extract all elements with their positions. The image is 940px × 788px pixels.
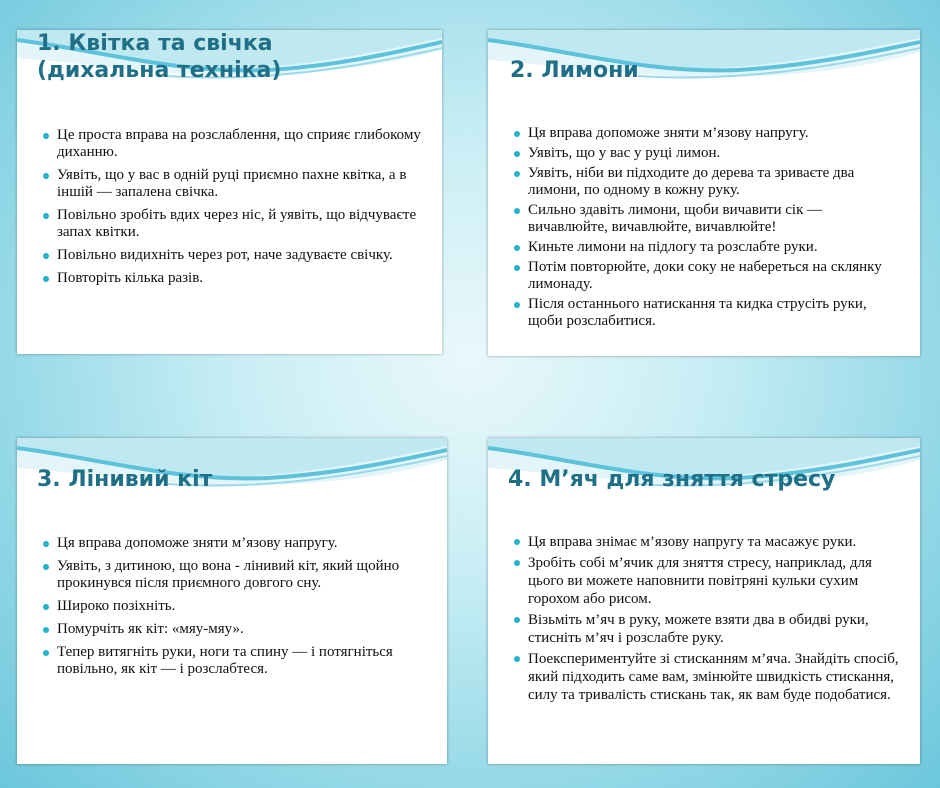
list-item: Уявіть, з дитиною, що вона - лінивий кіт, який щойно прокинувся після приємного довгого сну. <box>41 558 421 592</box>
list-item: Ця вправа допоможе зняти м’язову напругу. <box>41 535 421 552</box>
slide-4 <box>488 438 920 764</box>
list-item: Зробіть собі м’ячик для зняття стресу, наприклад, для цього ви можете наповнити повітряні кульки сухим горохом або рисом. <box>512 554 902 608</box>
slide-3 <box>17 438 447 764</box>
list-item: Уявіть, що у вас у руці лимон. <box>512 145 902 162</box>
list-item: Візьміть м’яч в руку, можете взяти два в обидві руки, стисніть м’яч і розслабте руку. <box>512 611 902 647</box>
list-item: Це проста вправа на розслаблення, що сприяє глибокому диханню. <box>41 127 421 161</box>
slide-title: 3. Лінивий кіт <box>37 467 213 492</box>
list-item: Помурчіть як кіт: «мяу-мяу». <box>41 621 421 638</box>
slide-title: 4. М’яч для зняття стресу <box>508 467 836 492</box>
list-item: Сильно здавіть лимони, щоби вичавити сік — вичавлюйте, вичавлюйте, вичавлюйте! <box>512 202 902 236</box>
list-item: Після останнього натискання та кидка струсіть руки, щоби розслабитися. <box>512 296 902 330</box>
list-item: Поекспериментуйте зі стисканням м’яча. Знайдіть спосіб, який підходить саме вам, змінюйте швидкість стискання, силу та тривалість стискань так, як вам буде подобатися. <box>512 650 902 704</box>
title-line-2: (дихальна техніка) <box>37 58 282 83</box>
list-item: Киньте лимони на підлогу та розслабте руки. <box>512 239 902 256</box>
slide-1 <box>17 30 442 354</box>
list-item: Широко позіхніть. <box>41 598 421 615</box>
bullet-list <box>512 533 902 707</box>
list-item: Повільно видихніть через рот, наче задуваєте свічку. <box>41 247 421 264</box>
list-item: Потім повторюйте, доки соку не набереться на склянку лимонаду. <box>512 259 902 293</box>
list-item: Повторіть кілька разів. <box>41 270 421 287</box>
slide-title: 2. Лимони <box>510 58 639 83</box>
list-item: Уявіть, що у вас в одній руці приємно пахне квітка, а в іншій — запалена свічка. <box>41 167 421 201</box>
bullet-list <box>41 535 421 684</box>
list-item: Тепер витягніть руки, ноги та спину — і потягніться повільно, як кіт — і розслабтеся. <box>41 644 421 678</box>
list-item: Повільно зробіть вдих через ніс, й уявіть, що відчуваєте запах квітки. <box>41 207 421 241</box>
list-item: Ця вправа допоможе зняти м’язову напругу. <box>512 125 902 142</box>
slide-title <box>37 30 281 84</box>
list-item: Ця вправа знімає м’язову напругу та масажує руки. <box>512 533 902 551</box>
bullet-list <box>512 125 902 333</box>
title-line-1: 1. Квітка та свічка <box>37 31 273 56</box>
bullet-list <box>41 127 421 293</box>
slide-2 <box>488 30 920 356</box>
list-item: Уявіть, ніби ви підходите до дерева та зриваєте два лимони, по одному в кожну руку. <box>512 165 902 199</box>
